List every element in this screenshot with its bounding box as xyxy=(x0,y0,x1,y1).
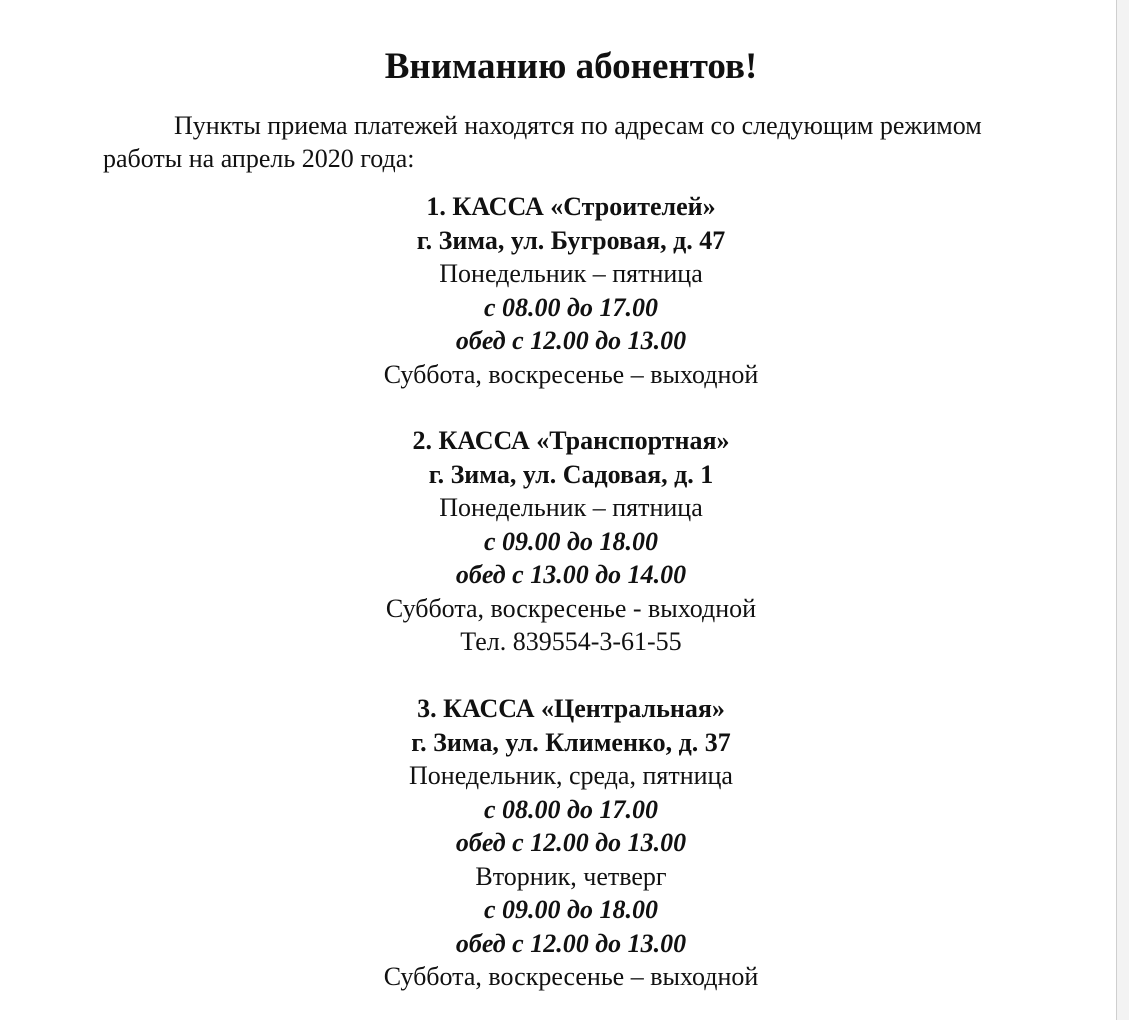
office-block-2 xyxy=(370,424,772,659)
office-days-off: Суббота, воскресенье – выходной xyxy=(383,962,759,991)
office-hours-alt: с 09.00 до 18.00 xyxy=(484,895,658,924)
office-address: г. Зима, ул. Клименко, д. 37 xyxy=(411,727,731,757)
office-hours: с 08.00 до 17.00 xyxy=(484,292,658,322)
office-days-off: Суббота, воскресенье – выходной xyxy=(383,359,759,389)
office-address: г. Зима, ул. Садовая, д. 1 xyxy=(428,459,714,489)
office-heading: 1. КАССА «Строителей» xyxy=(426,192,716,221)
page-edge-divider xyxy=(1116,0,1129,1020)
office-lunch: обед с 12.00 до 13.00 xyxy=(455,326,687,355)
office-lunch-alt: обед с 12.00 до 13.00 xyxy=(455,928,687,958)
office-hours: с 08.00 до 17.00 xyxy=(484,794,658,824)
office-address: г. Зима, ул. Бугровая, д. 47 xyxy=(416,225,726,255)
office-days-off: Суббота, воскресенье - выходной xyxy=(385,593,757,623)
intro-paragraph: Пункты приема платежей находятся по адресам со следующим режимом работы на апрель 2020 года: xyxy=(103,111,982,173)
office-heading: 2. КАССА «Транспортная» xyxy=(412,426,730,455)
office-phone: Тел. 839554-3-61-55 xyxy=(460,627,682,656)
office-days: Понедельник, среда, пятница xyxy=(409,761,733,790)
office-lunch: обед с 12.00 до 13.00 xyxy=(455,828,687,857)
office-block-3 xyxy=(370,692,772,994)
office-days: Понедельник – пятница xyxy=(439,259,703,288)
office-hours: с 09.00 до 18.00 xyxy=(484,526,658,556)
office-days-alt: Вторник, четверг xyxy=(475,861,667,891)
office-days: Понедельник – пятница xyxy=(439,493,703,522)
page-title: Вниманию абонентов! xyxy=(384,46,758,87)
office-lunch: обед с 13.00 до 14.00 xyxy=(455,560,687,589)
office-heading: 3. КАССА «Центральная» xyxy=(417,694,725,723)
office-block-1 xyxy=(370,190,772,391)
